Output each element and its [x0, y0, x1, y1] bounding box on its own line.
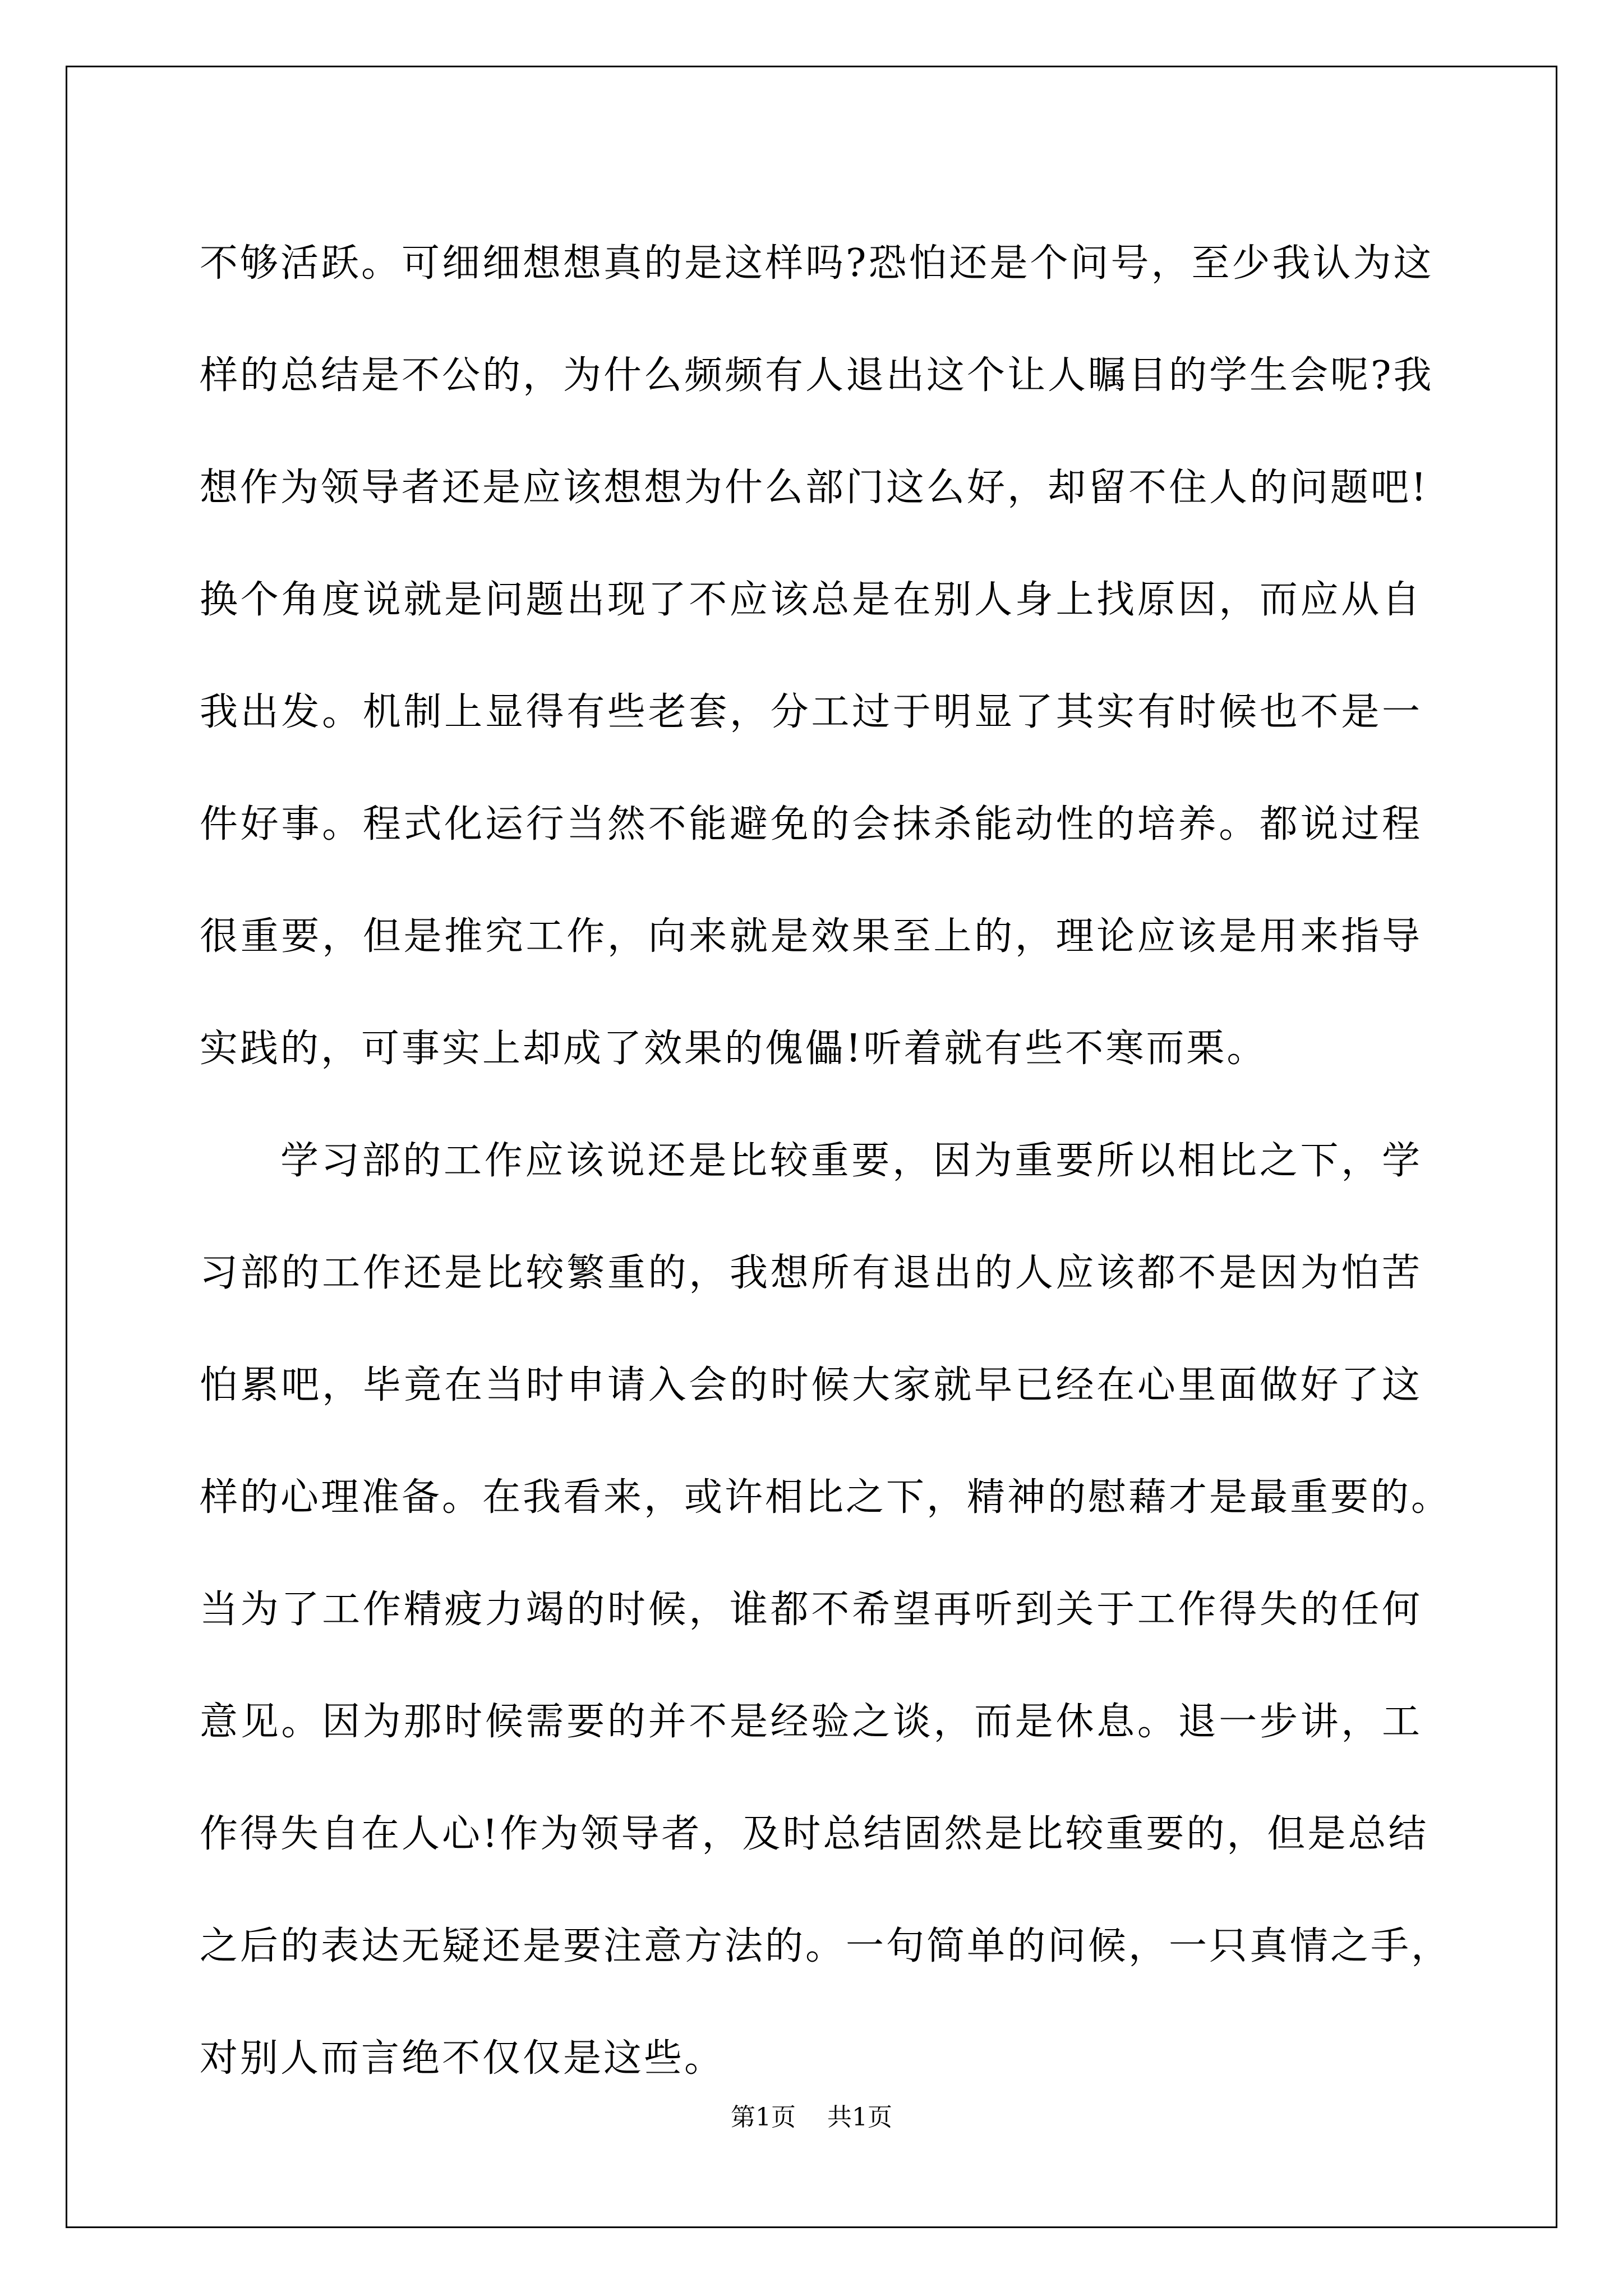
page-footer: [0, 2101, 1623, 2134]
text-line: 之后的表达无疑还是要注意方法的。一句简单的问候，一只真情之手，: [200, 1924, 1452, 1968]
text-line: 样的总结是不公的，为什么频频有人退出这个让人瞩目的学生会呢?我: [200, 353, 1434, 398]
text-line: 换个角度说就是问题出现了不应该总是在别人身上找原因，而应从自: [200, 578, 1422, 622]
text-line: 当为了工作精疲力竭的时候，谁都不希望再听到关于工作得失的任何: [200, 1588, 1422, 1632]
text-line: 很重要，但是推究工作，向来就是效果至上的，理论应该是用来指导: [200, 914, 1422, 959]
text-line: 学习部的工作应该说还是比较重要，因为重要所以相比之下，学: [280, 1139, 1422, 1183]
text-line: 想作为领导者还是应该想想为什么部门这么好，却留不住人的问题吧!: [200, 466, 1429, 510]
text-line: 我出发。机制上显得有些老套，分工过于明显了其实有时候也不是一: [200, 690, 1422, 734]
page-total: 共1页: [827, 2103, 892, 2132]
text-line: 不够活跃。可细细想想真的是这样吗?恐怕还是个问号，至少我认为这: [200, 241, 1434, 286]
text-line: 习部的工作还是比较繁重的，我想所有退出的人应该都不是因为怕苦: [200, 1251, 1422, 1295]
text-line: 实践的，可事实上却成了效果的傀儡!听着就有些不寒而栗。: [200, 1027, 1267, 1071]
text-line: 作得失自在人心!作为领导者，及时总结固然是比较重要的，但是总结: [200, 1812, 1429, 1856]
text-line: 意见。因为那时候需要的并不是经验之谈，而是休息。退一步讲，工: [200, 1700, 1422, 1744]
text-line: 件好事。程式化运行当然不能避免的会抹杀能动性的培养。都说过程: [200, 802, 1422, 846]
text-line: 怕累吧，毕竟在当时申请入会的时候大家就早已经在心里面做好了这: [200, 1363, 1422, 1407]
paragraph-2: [200, 1105, 1452, 2115]
document-body: [200, 208, 1452, 2115]
text-line: 样的心理准备。在我看来，或许相比之下，精神的慰藉才是最重要的。: [200, 1475, 1452, 1520]
text-line: 对别人而言绝不仅仅是这些。: [200, 2036, 725, 2081]
page-number: 第1页: [731, 2103, 796, 2132]
paragraph-1: [200, 208, 1434, 1105]
